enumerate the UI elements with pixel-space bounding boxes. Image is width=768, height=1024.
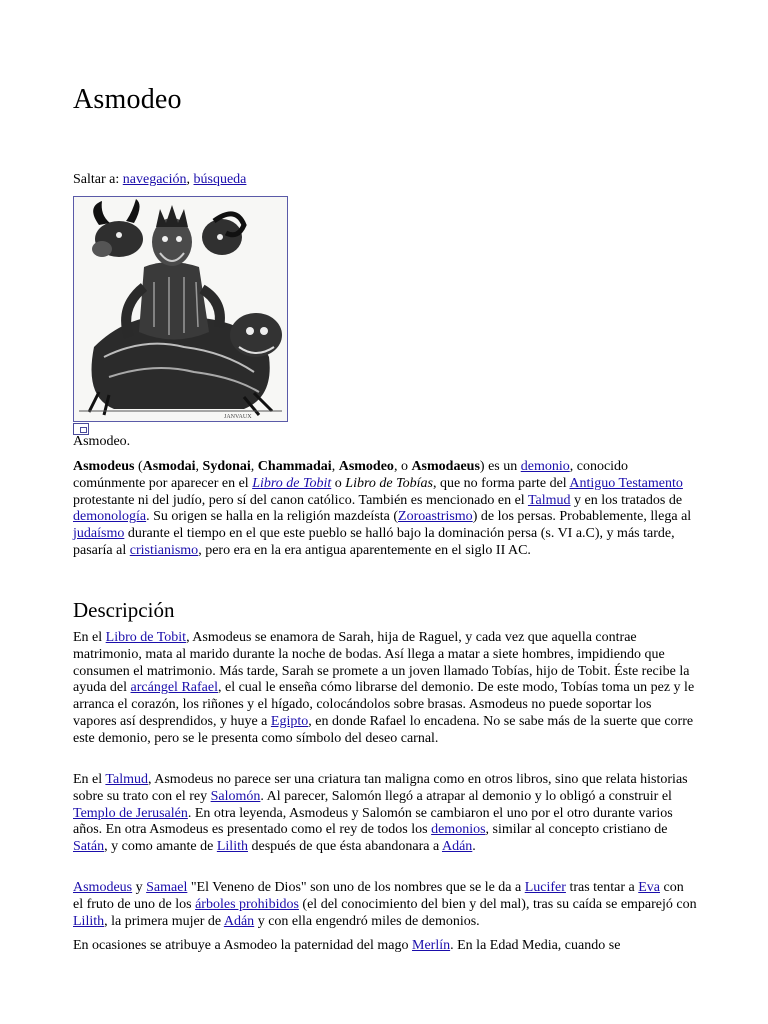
text-run: En el (73, 772, 106, 787)
italic-text: Libro de Tobías (345, 475, 433, 491)
paragraph-1 (73, 630, 697, 748)
wiki-link[interactable]: Satán (73, 839, 105, 855)
text-run: y en los tratados de (570, 492, 683, 508)
text-run: , la primera mujer de (104, 913, 224, 929)
page-title: Asmodeo (73, 84, 182, 115)
wiki-link[interactable]: Lilith (216, 839, 248, 855)
text-run: protestante ni del judío, pero sí del canon católico. También es mencionado en el (73, 492, 528, 508)
text-run: . (472, 839, 476, 855)
text-run: , (195, 459, 203, 474)
text-run: tras tentar a (565, 880, 639, 895)
intro-paragraph (73, 459, 697, 560)
text-run: , en donde Rafael lo encadena. No se sabe más de la suerte que corre este demonio, pero se le presenta como símbolo del deseo carnal. (73, 713, 694, 746)
text-run: (el del conocimiento del bien y del mal), tras su caída se emparejó con (298, 896, 697, 912)
bold-term: Asmodai (142, 459, 196, 474)
text-run: ( (134, 459, 143, 474)
text-run: En el (73, 630, 106, 645)
text-run: ) de los persas. Probablemente, llega al (472, 509, 692, 525)
text-run: , o (393, 459, 412, 474)
text-run: , (331, 459, 339, 474)
paragraph-4 (73, 938, 697, 955)
wiki-link[interactable]: Zoroastrismo (398, 509, 473, 525)
wiki-link[interactable]: Salomón (210, 788, 261, 804)
svg-text:JANVAUX: JANVAUX (224, 414, 252, 420)
wiki-link[interactable]: Merlín (412, 938, 451, 953)
text-run: o (331, 475, 346, 491)
text-run: y con ella engendró miles de demonios. (254, 913, 480, 929)
text-run: . Al parecer, Salomón llegó a atrapar al demonio y lo obligó a construir el (260, 788, 672, 804)
wiki-link[interactable]: demonio (520, 459, 570, 474)
wiki-link[interactable]: Adán (223, 913, 255, 929)
demon-engraving-image (74, 197, 287, 421)
wiki-link[interactable]: Talmud (527, 492, 571, 508)
wiki-link[interactable]: Templo de Jerusalén (73, 805, 188, 821)
wiki-link[interactable]: árboles prohibidos (195, 896, 299, 912)
figure-caption: Asmodeo. (73, 434, 131, 449)
text-run: , Asmodeus se enamora de Sarah, hija de Raguel, y cada vez que aquella contrae matrimonio, mata al marido durante la noche de bodas. Así llega a matar a siete hombres, impidiendo que consumen el matrimonio. Más tarde, Sarah se promete a un joven llamado Tobías, hijo de Tobit. Éste recibe la ayuda del (73, 630, 690, 696)
text-run: , y como amante de (104, 839, 217, 855)
search-link[interactable]: búsqueda (193, 172, 247, 187)
text-run: , Asmodeus no parece ser una criatura tan maligna como en otros libros, sino que relata historias sobre su trato con el rey (73, 772, 688, 804)
wiki-link[interactable]: Egipto (270, 713, 309, 729)
wiki-link[interactable]: Eva (638, 880, 660, 895)
text-run: , que no forma parte del (432, 475, 570, 491)
text-run: . En otra leyenda, Asmodeus y Salomón se cambiaron el uno por el otro durante varios años. En otra Asmodeus es presentado como el rey de todos los (73, 805, 673, 838)
bold-term: Asmodeus (73, 459, 135, 474)
text-run: "El Veneno de Dios" son uno de los nombres que se le da a (187, 880, 525, 895)
text-run: después de que ésta abandonara a (247, 839, 442, 855)
text-run: , similar al concepto cristiano de (485, 822, 668, 838)
wiki-link[interactable]: Lucifer (524, 880, 566, 895)
wiki-link[interactable]: cristianismo (129, 542, 199, 558)
wiki-link[interactable]: judaísmo (73, 526, 125, 542)
wiki-link[interactable]: Adán (441, 839, 473, 855)
asmodeus-illustration[interactable] (73, 196, 288, 422)
bold-term: Sydonai (202, 459, 251, 474)
bold-term: Asmodaeus (411, 459, 480, 474)
wiki-link[interactable]: demonología (73, 509, 147, 525)
wiki-link[interactable]: Samael (146, 880, 188, 895)
text-run: . Su origen se halla en la religión mazdeísta ( (146, 509, 399, 525)
wiki-link[interactable]: Antiguo Testamento (569, 475, 683, 491)
text-run: , el cual le enseña cómo librarse del demonio. De este modo, Tobías toma un pez y le arranca el corazón, los riñones y el hígado, colocándolos sobre brasas. Asmodeus no puede soportar los vapores así desprendidos, y huye a (73, 680, 695, 729)
text-run: durante el tiempo en el que este pueblo se halló bajo la dominación persa (s. VI a.C), y más tarde, pasaría al (73, 526, 675, 558)
text-run: En ocasiones se atribuye a Asmodeo la paternidad del mago (73, 938, 413, 953)
text-run: , (250, 459, 258, 474)
section-heading-descripcion: Descripción (73, 598, 175, 622)
text-run: ) es un (479, 459, 521, 474)
text-run: y (132, 880, 147, 895)
paragraph-2 (73, 772, 697, 856)
wiki-link[interactable]: Libro de Tobit (105, 630, 187, 645)
navigation-link[interactable]: navegación (122, 172, 187, 187)
text-run: . En la Edad Media, cuando se (450, 938, 621, 953)
text-run: con el fruto de uno de los (73, 880, 684, 912)
bold-term: Asmodeo (338, 459, 394, 474)
text-run: , pero era en la era antigua aparentemente en el siglo II AC. (198, 542, 531, 558)
wiki-link[interactable]: demonios (431, 822, 486, 838)
wiki-link[interactable]: Talmud (105, 772, 148, 787)
jump-links (73, 172, 246, 188)
paragraph-3 (73, 880, 697, 930)
jump-separator: , (186, 172, 194, 187)
wiki-link[interactable]: Libro de Tobit (252, 475, 332, 491)
wiki-link[interactable]: arcángel Rafael (130, 680, 218, 696)
text-run: , conocido comúnmente por aparecer en el (73, 459, 629, 491)
wiki-link[interactable]: Lilith (73, 913, 105, 929)
bold-term: Chammadai (257, 459, 332, 474)
jump-prefix: Saltar a: (73, 172, 123, 187)
wiki-link[interactable]: Asmodeus (73, 880, 133, 895)
